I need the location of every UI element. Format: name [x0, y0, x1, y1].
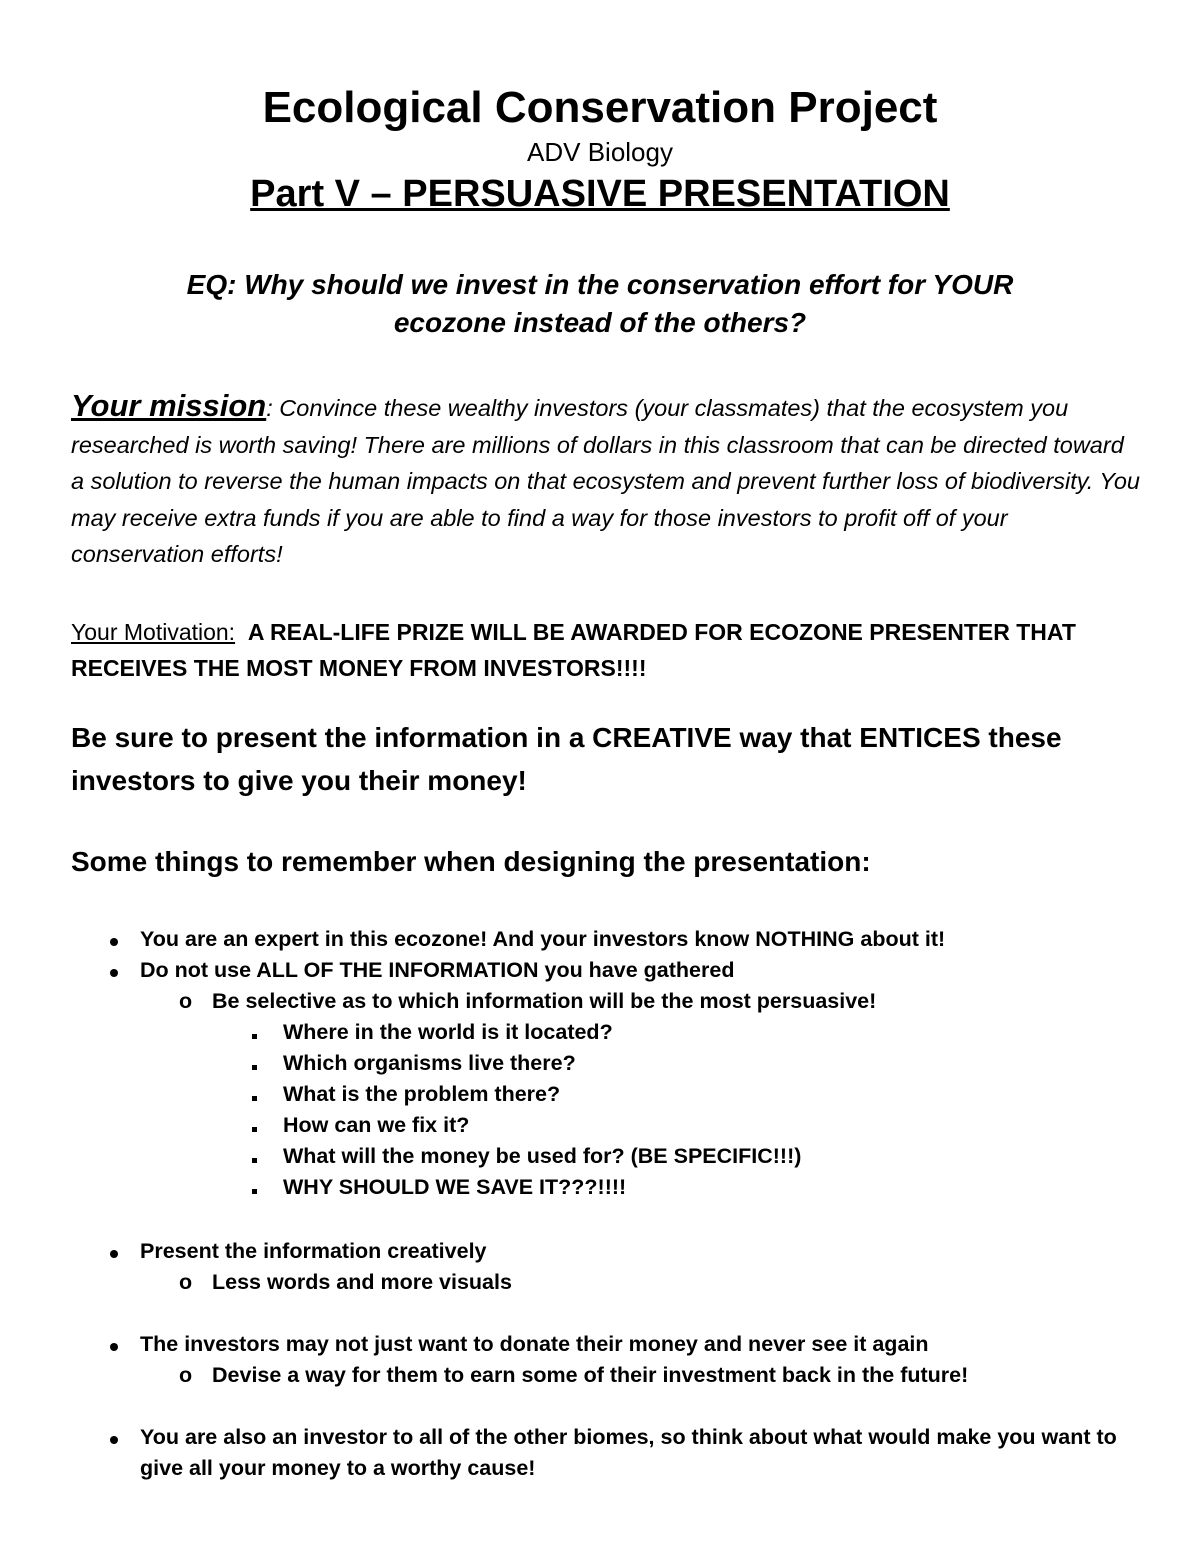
eq-line-2: ecozone instead of the others?: [393, 307, 807, 338]
list-item: Where in the world is it located?: [283, 1020, 613, 1044]
essential-question: [100, 266, 1100, 342]
bullet-dot: [110, 955, 118, 986]
list-item: You are also an investor to all of the other biomes, so think about what would make you want to give all your money to a worthy cause!: [140, 1425, 1117, 1480]
list-item: Do not use ALL OF THE INFORMATION you have gathered: [140, 958, 735, 982]
mission-paragraph: [71, 388, 1141, 573]
list-item: You are an expert in this ecozone! And your investors know NOTHING about it!: [140, 927, 946, 951]
mission-label: Your mission: [71, 388, 267, 423]
list-item: What will the money be used for? (BE SPECIFIC!!!): [283, 1144, 802, 1168]
list-item: What is the problem there?: [283, 1082, 561, 1106]
list-item: Less words and more visuals: [212, 1270, 512, 1294]
square-bullet: [250, 1017, 257, 1048]
list-item: Which organisms live there?: [283, 1051, 576, 1075]
motivation-paragraph: [71, 614, 1141, 686]
square-bullet: [250, 1110, 257, 1141]
list-item: Be selective as to which information will be the most persuasive!: [212, 989, 877, 1013]
sub-bullet: o: [179, 1270, 193, 1294]
sub-bullet: o: [179, 989, 193, 1013]
eq-line-1: EQ: Why should we invest in the conservation effort for YOUR: [186, 269, 1014, 300]
bullet-dot: [110, 1422, 118, 1453]
square-bullet: [250, 1141, 257, 1172]
bullet-dot: [110, 1236, 118, 1267]
square-bullet: [250, 1048, 257, 1079]
bullet-dot: [110, 924, 118, 955]
motivation-text: A REAL-LIFE PRIZE WILL BE AWARDED FOR ECOZONE PRESENTER THAT RECEIVES THE MOST MONEY FROM INVESTORS!!!!: [71, 619, 1076, 681]
list-item: WHY SHOULD WE SAVE IT???!!!!: [283, 1175, 627, 1199]
remember-heading: Some things to remember when designing the presentation:: [71, 846, 871, 877]
square-bullet: [250, 1079, 257, 1110]
mission-text: : Convince these wealthy investors (your classmates) that the ecosystem you researched is worth saving! There are millions of dollars in this classroom that can be directed toward a solution to reverse the human impacts on that ecosystem and prevent further loss of biodiversity. You may receive extra funds if you are able to find a way for those investors to profit off of your conservation efforts!: [71, 395, 1140, 567]
creative-instruction: Be sure to present the information in a CREATIVE way that ENTICES these investors to give you their money!: [71, 722, 1062, 796]
list-item: Present the information creatively: [140, 1239, 487, 1263]
list-item: The investors may not just want to donate their money and never see it again: [140, 1332, 929, 1356]
list-item: How can we fix it?: [283, 1113, 470, 1137]
document-title: Ecological Conservation Project: [262, 83, 938, 132]
list-item: Devise a way for them to earn some of their investment back in the future!: [212, 1363, 969, 1387]
motivation-label: Your Motivation:: [71, 619, 236, 645]
part-heading: Part V – PERSUASIVE PRESENTATION: [250, 173, 950, 215]
bullet-dot: [110, 1329, 118, 1360]
square-bullet: [250, 1172, 257, 1203]
course-subtitle: ADV Biology: [527, 137, 673, 167]
sub-bullet: o: [179, 1363, 193, 1387]
